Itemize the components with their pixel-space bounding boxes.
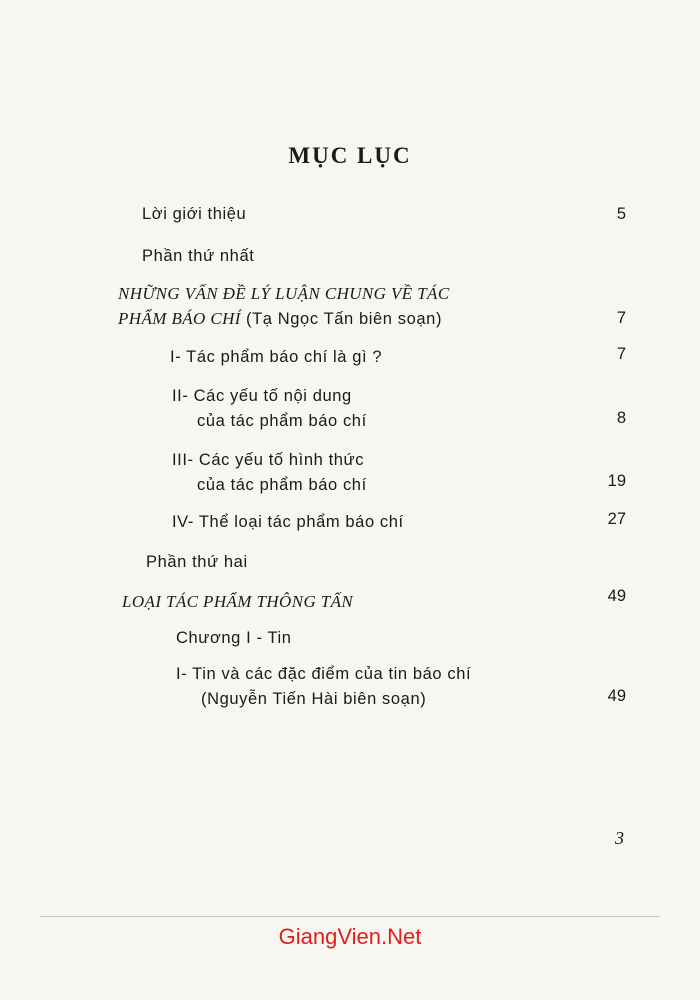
toc-entry-chapter [170,348,382,367]
toc-page-number: 49 [607,587,626,605]
toc-page-number: 7 [616,345,626,363]
toc-entry-text: II- Các yếu tố nội dung [172,387,352,405]
toc-entry-text: IV- Thể loại tác phẩm báo chí [172,513,404,531]
toc-entry-intro [142,205,246,224]
toc-page-number: 7 [616,309,626,327]
toc-section-heading [118,284,450,304]
toc-page-number: 5 [616,205,626,223]
toc-entry-subchapter [176,665,471,684]
toc-entry-text: (Tạ Ngọc Tấn biên soạn) [246,310,443,328]
toc-entry-text: Chương I - Tin [176,629,292,647]
toc-entry-text: Phần thứ nhất [142,247,255,265]
watermark-text: GiangVien.Net [278,924,422,949]
toc-entry-text: III- Các yếu tố hình thức [172,451,365,469]
toc-entry-text: (Nguyễn Tiến Hài biên soạn) [201,690,427,708]
page-folio: 3 [615,828,624,848]
toc-entry-chapter-cont [197,412,367,431]
toc-page-number: 19 [607,472,626,490]
toc-entry-text: Lời giới thiệu [142,205,247,223]
toc-page-number: 49 [607,687,626,705]
toc-entry-text: Phần thứ hai [146,553,248,571]
toc-entry-text: của tác phẩm báo chí [197,476,367,494]
page-title: MỤC LỤC [288,143,412,168]
toc-part-heading [142,247,254,266]
toc-entry-text: I- Tác phẩm báo chí là gì ? [170,348,383,366]
toc-entry-text: của tác phẩm báo chí [197,412,367,430]
toc-entry-text: I- Tin và các đặc điểm của tin báo chí [176,665,472,683]
toc-entry-chapter [172,387,352,406]
toc-entry-text-italic: PHẨM BÁO CHÍ [118,309,241,328]
toc-entry-chapter [176,629,292,648]
toc-entry-chapter [172,451,364,470]
toc-entry-text-italic: LOẠI TÁC PHẨM THÔNG TẤN [122,592,354,611]
toc-entry-subchapter-cont [201,690,426,709]
toc-section-heading-cont [118,309,442,329]
toc-part-heading [146,553,248,572]
toc-section-heading [122,592,353,612]
toc-page-number: 27 [607,510,626,528]
bottom-divider [40,916,660,917]
toc-entry-chapter [172,513,404,532]
toc-entry-text-italic: NHỮNG VẤN ĐỀ LÝ LUẬN CHUNG VỀ TÁC [118,284,450,303]
toc-page-number: 8 [616,409,626,427]
toc-entry-chapter-cont [197,476,367,495]
